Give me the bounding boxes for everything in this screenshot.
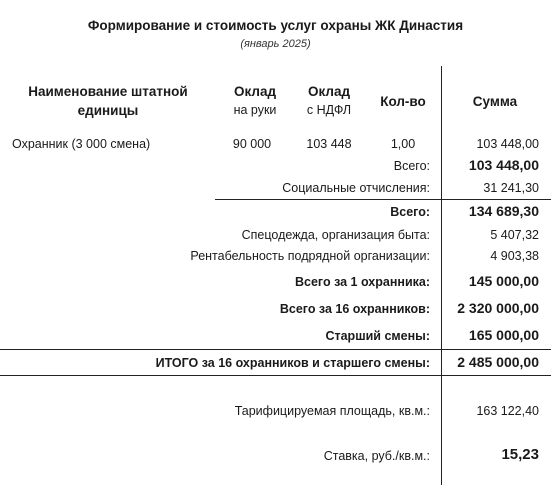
document-subtitle: (январь 2025) bbox=[240, 38, 311, 50]
header-qty: Кол-во bbox=[380, 94, 426, 109]
column-divider bbox=[441, 66, 442, 485]
sixteen-guards-total-label: Всего за 16 охранников: bbox=[279, 302, 430, 316]
per-guard-total-label: Всего за 1 охранника: bbox=[295, 275, 430, 289]
position-qty: 1,00 bbox=[390, 137, 416, 151]
position-salary: 90 000 bbox=[232, 137, 272, 151]
header-salary-line1: Оклад bbox=[233, 84, 277, 99]
header-sum: Сумма bbox=[472, 94, 518, 109]
shift-supervisor-label: Старший смены: bbox=[325, 329, 430, 343]
header-salary-tax-line2: с НДФЛ bbox=[306, 103, 352, 117]
header-salary-tax-line1: Оклад bbox=[307, 84, 351, 99]
position-name: Охранник (3 000 смена) bbox=[12, 137, 151, 151]
total-label: Всего: bbox=[390, 205, 430, 219]
divider-line bbox=[215, 199, 551, 200]
position-salary-tax: 103 448 bbox=[306, 137, 352, 151]
grand-total-top-line bbox=[0, 349, 551, 350]
subtotal-value: 103 448,00 bbox=[468, 157, 539, 173]
rate-value: 15,23 bbox=[501, 446, 539, 463]
social-contributions-value: 31 241,30 bbox=[483, 181, 539, 195]
grand-total-label: ИТОГО за 16 охранников и старшего смены: bbox=[155, 356, 430, 370]
shift-supervisor-value: 165 000,00 bbox=[468, 327, 539, 343]
sixteen-guards-total-value: 2 320 000,00 bbox=[457, 300, 539, 316]
tariffed-area-label: Тарифицируемая площадь, кв.м.: bbox=[234, 404, 430, 418]
grand-total-bottom-line bbox=[0, 375, 551, 376]
uniform-label: Спецодежда, организация быта: bbox=[241, 228, 430, 242]
grand-total-value: 2 485 000,00 bbox=[457, 354, 539, 370]
profitability-value: 4 903,38 bbox=[490, 249, 539, 263]
total-value: 134 689,30 bbox=[468, 203, 539, 219]
per-guard-total-value: 145 000,00 bbox=[468, 273, 539, 289]
position-sum: 103 448,00 bbox=[476, 137, 539, 151]
header-name-line2: единицы bbox=[77, 103, 139, 118]
uniform-value: 5 407,32 bbox=[490, 228, 539, 242]
rate-label: Ставка, руб./кв.м.: bbox=[323, 449, 430, 463]
header-salary-line2: на руки bbox=[233, 103, 277, 117]
header-name-line1: Наименование штатной bbox=[28, 84, 188, 99]
subtotal-label: Всего: bbox=[393, 159, 430, 173]
tariffed-area-value: 163 122,40 bbox=[476, 404, 539, 418]
profitability-label: Рентабельность подрядной организации: bbox=[190, 249, 430, 263]
social-contributions-label: Социальные отчисления: bbox=[282, 181, 430, 195]
document-title: Формирование и стоимость услуг охраны ЖК Династия bbox=[87, 18, 464, 33]
